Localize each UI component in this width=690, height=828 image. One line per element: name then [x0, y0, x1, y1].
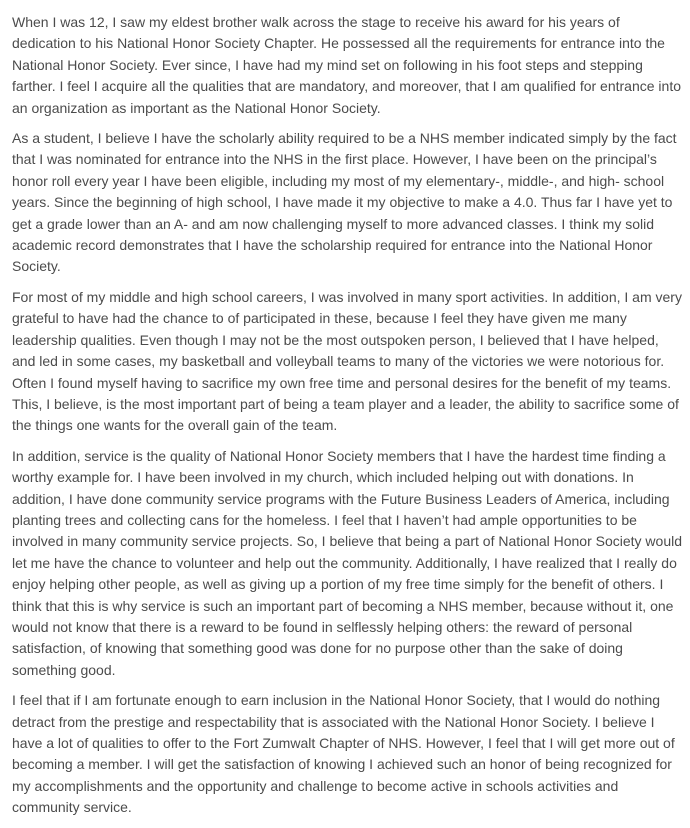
essay-paragraph-4: In addition, service is the quality of National Honor Society members that I have the hardest time finding a worthy example for. I have been involved in my church, which included helping out with donations. In addition, I have done community service programs with the Future Business Leaders of America, including planting trees and collecting cans for the homeless. I feel that I haven’t had ample opportunities to be involved in many community service projects. So, I believe that being a part of National Honor Society would let me have the chance to volunteer and help out the community. Additionally, I have realized that I really do enjoy helping other people, as well as giving up a portion of my free time simply for the benefit of others. I think that this is why service is such an important part of becoming a NHS member, because without it, one would not know that there is a reward to be found in selflessly helping others: the reward of personal satisfaction, of knowing that something good was done for no purpose other than the sake of doing something good.: [12, 447, 683, 678]
essay-paragraph-5: I feel that if I am fortunate enough to earn inclusion in the National Honor Society, that I would do nothing detract from the prestige and respectability that is associated with the National Honor Society. I believe I have a lot of qualities to offer to the Fort Zumwalt Chapter of NHS. However, I feel that I will get more out of becoming a member. I will get the satisfaction of knowing I achieved such an honor of being recognized for my accomplishments and the opportunity and challenge to become active in schools activities and community service.: [12, 692, 675, 816]
essay-paragraph-3: For most of my middle and high school careers, I was involved in many sport activities. In addition, I am very grateful to have had the chance to of participated in these, because I feel they have given me many leadership qualities. Even though I may not be the most outspoken person, I believed that I have helped, and led in some cases, my basketball and volleyball teams to many of the victories we were notorious for. Often I found myself having to sacrifice my own free time and personal desires for the benefit of my teams. This, I believe, is the most important part of being a team player and a leader, the ability to sacrifice some of the things one wants for the overall gain of the team.: [12, 288, 682, 434]
essay-paragraph-2: As a student, I believe I have the scholarly ability required to be a NHS member indicated simply by the fact that I was nominated for entrance into the NHS in the first place. However, I have been on the principal’s honor roll every year I have been eligible, including my most of my elementary-, middle-, and high- school years. Since the beginning of high school, I have made it my objective to make a 4.0. Thus far I have yet to get a grade lower than an A- and am now challenging myself to more advanced classes. I think my solid academic record demonstrates that I have the scholarship required for entrance into the National Honor Society.: [12, 130, 677, 275]
essay-paragraph-1: When I was 12, I saw my eldest brother walk across the stage to receive his award for his years of dedication to his National Honor Society Chapter. He possessed all the requirements for entrance into the National Honor Society. Ever since, I have had my mind set on following in his foot steps and stepping farther. I feel I acquire all the qualities that are mandatory, and moreover, that I am qualified for entrance into an organization as important as the National Honor Society.: [12, 14, 682, 116]
